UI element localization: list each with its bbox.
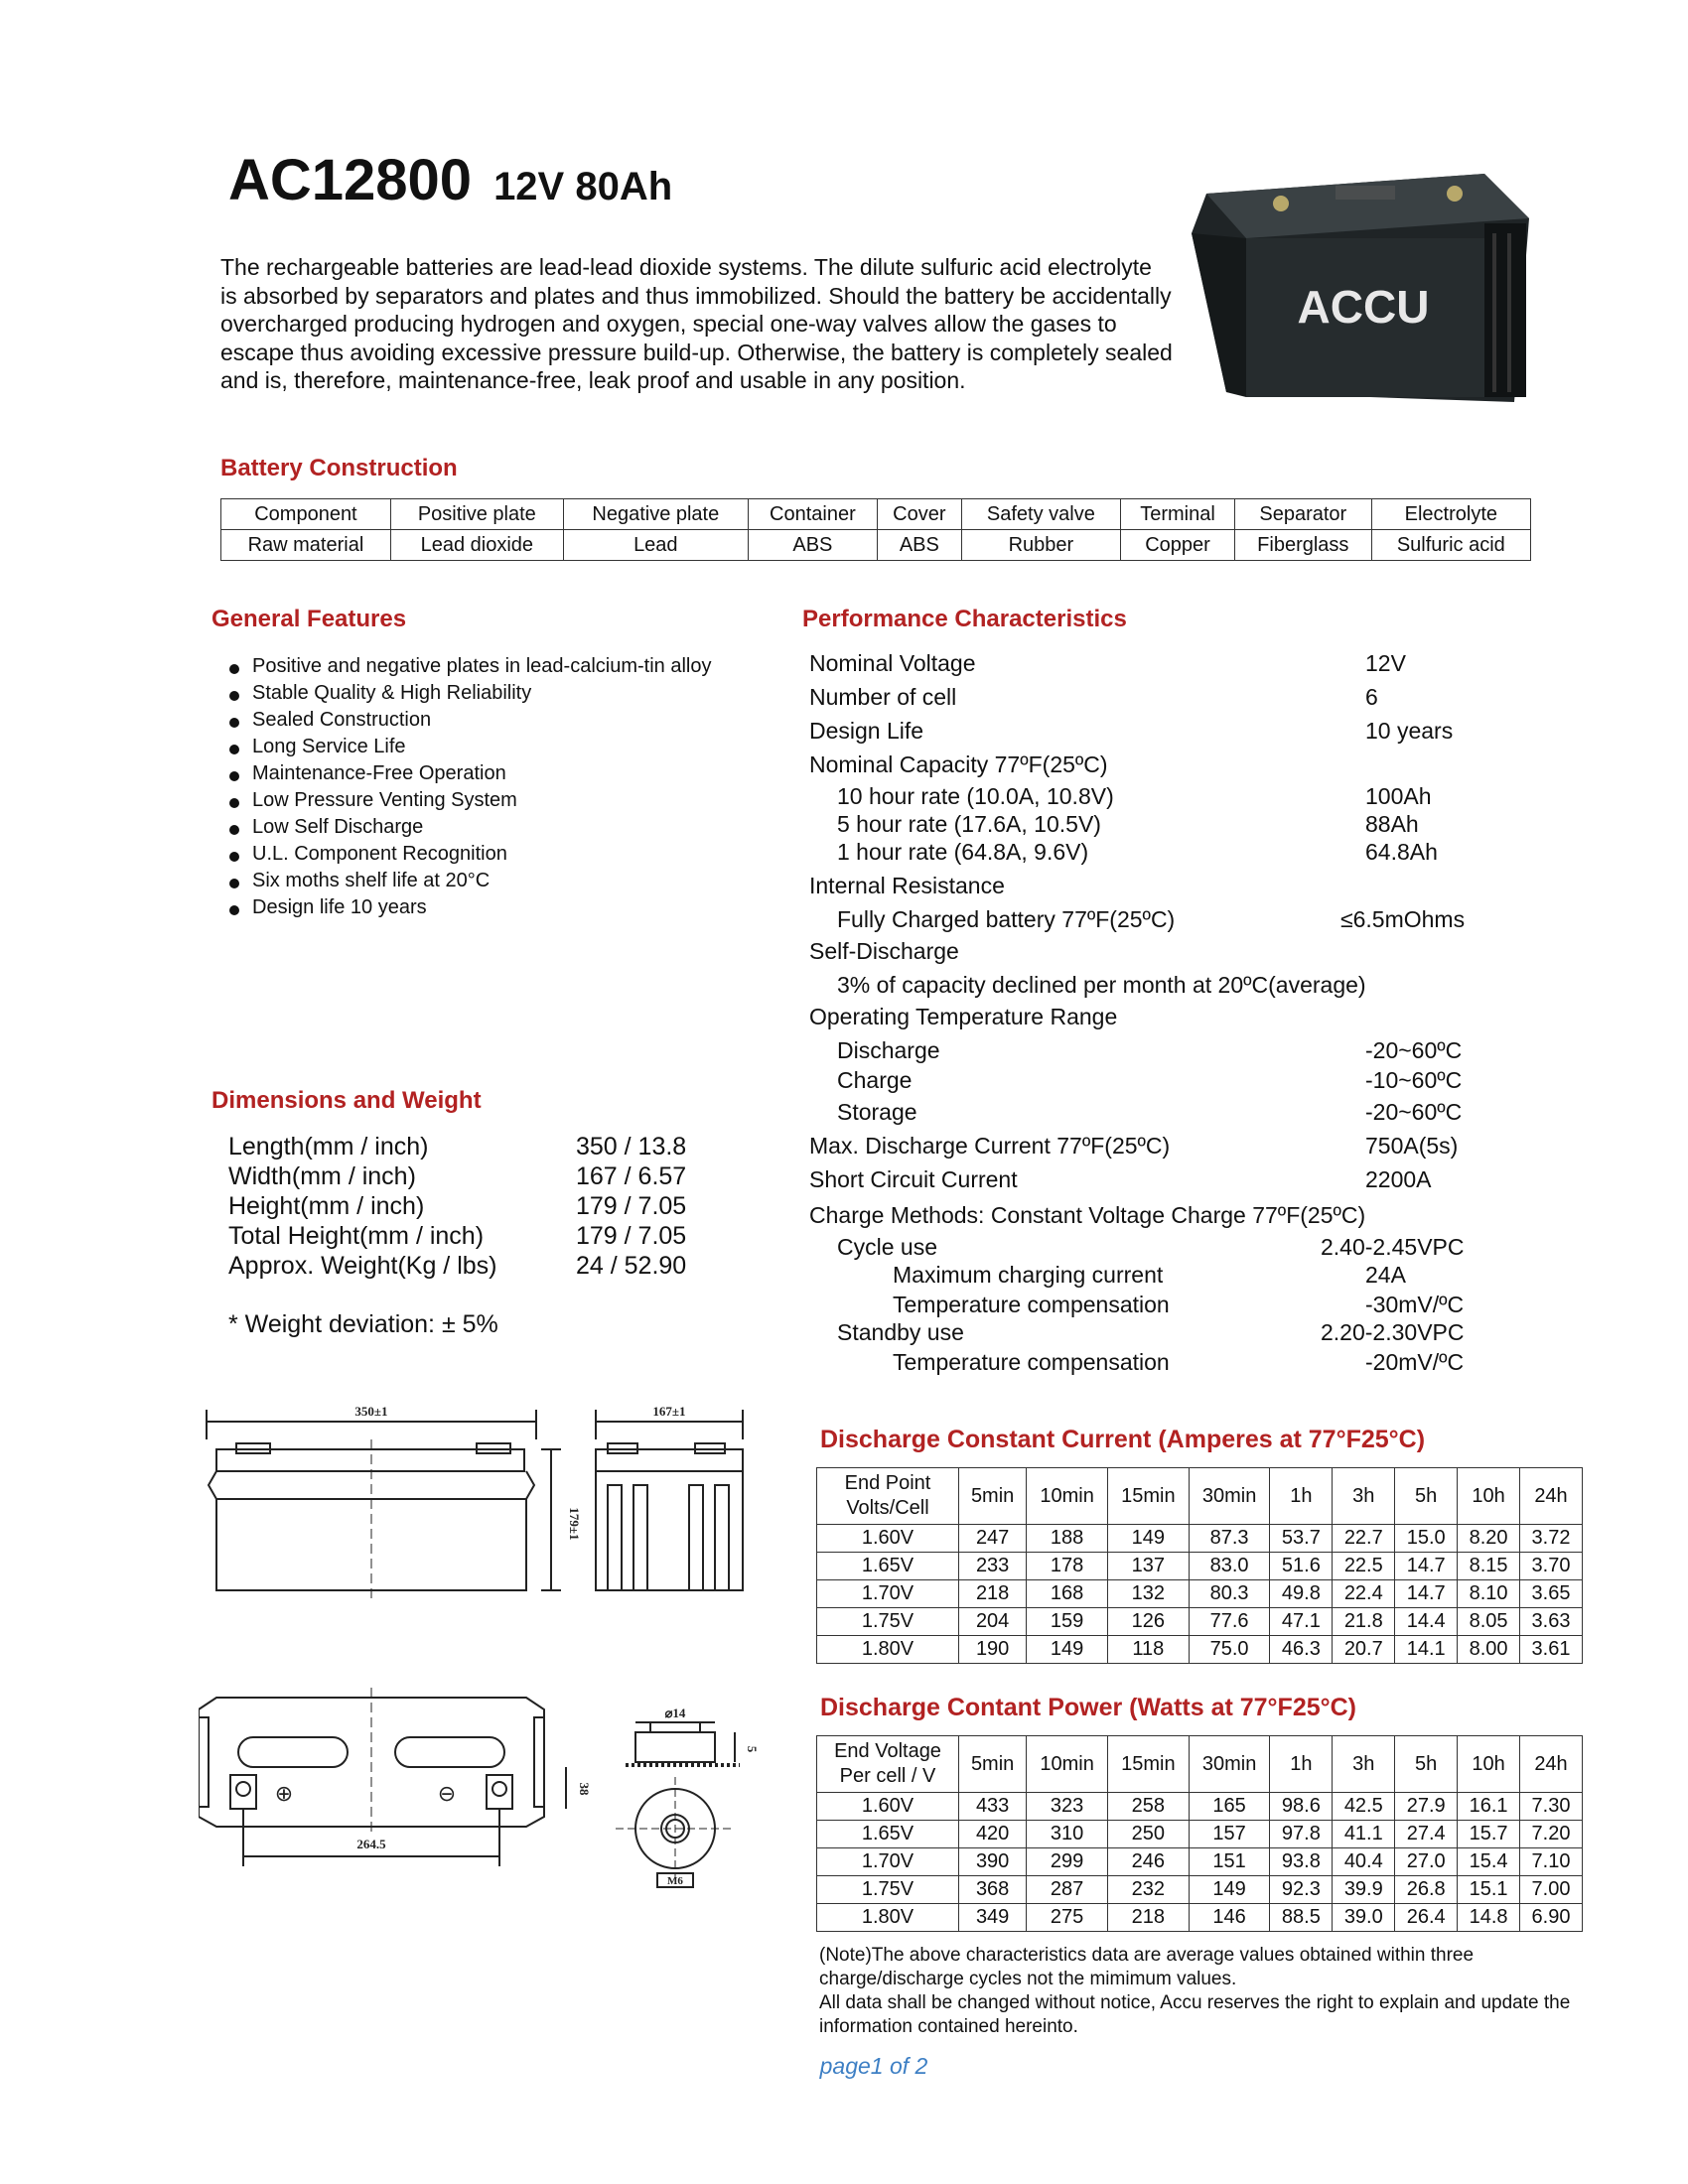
table-cell: 299 xyxy=(1027,1848,1108,1876)
table-cell: 39.9 xyxy=(1333,1876,1395,1904)
table-cell: 14.1 xyxy=(1395,1636,1458,1664)
feature-item: Low Pressure Venting System xyxy=(226,789,711,816)
table-cell: 98.6 xyxy=(1270,1793,1333,1821)
table-row xyxy=(817,1553,1583,1580)
table-cell: 21.8 xyxy=(1333,1608,1395,1636)
table-cell: 8.20 xyxy=(1458,1525,1520,1553)
header-line: End Voltage xyxy=(834,1740,941,1762)
table-header-cell: 5h xyxy=(1395,1468,1458,1525)
table-cell: 42.5 xyxy=(1333,1793,1395,1821)
dimension-label: Length(mm / inch) xyxy=(228,1133,429,1160)
negative-terminal-icon: ⊖ xyxy=(437,1781,457,1806)
table-cell: 15.7 xyxy=(1458,1821,1520,1848)
table-cell: 1.70V xyxy=(817,1848,959,1876)
terminal-offset-label: 38 xyxy=(577,1782,592,1796)
table-cell: 178 xyxy=(1027,1553,1108,1580)
table-cell: 49.8 xyxy=(1270,1580,1333,1608)
footnote xyxy=(819,1944,1574,2039)
table-cell: 287 xyxy=(1027,1876,1108,1904)
table-cell: 149 xyxy=(1027,1636,1108,1664)
table-cell: 1.65V xyxy=(817,1821,959,1848)
performance-label: Charge Methods: Constant Voltage Charge 77ºF(25ºC) xyxy=(809,1202,1366,1228)
performance-label: Cycle use xyxy=(837,1234,937,1260)
feature-item: Low Self Discharge xyxy=(226,816,711,843)
construction-cell: Terminal xyxy=(1121,499,1235,530)
performance-value: 2.20-2.30VPC xyxy=(1321,1319,1465,1345)
table-cell: 88.5 xyxy=(1270,1904,1333,1932)
table-header-cell xyxy=(817,1736,959,1793)
performance-value: 2200A xyxy=(1365,1166,1432,1192)
terminal-diameter-label: ⌀14 xyxy=(664,1706,686,1720)
dimension-label: Approx. Weight(Kg / lbs) xyxy=(228,1252,497,1280)
performance-value: 12V xyxy=(1365,650,1406,676)
current-table-title: Discharge Constant Current (Amperes at 77°F25°C) xyxy=(820,1426,1426,1453)
performance-label: Fully Charged battery 77ºF(25ºC) xyxy=(837,906,1176,932)
performance-value: 10 years xyxy=(1365,718,1454,744)
construction-material-row xyxy=(221,530,1531,561)
table-cell: 126 xyxy=(1107,1608,1189,1636)
table-cell: 77.6 xyxy=(1189,1608,1270,1636)
table-cell: 8.05 xyxy=(1458,1608,1520,1636)
table-cell: 275 xyxy=(1027,1904,1108,1932)
table-header-cell: 10min xyxy=(1027,1468,1108,1525)
performance-value: 100Ah xyxy=(1365,783,1432,809)
performance-label: Temperature compensation xyxy=(893,1292,1170,1317)
table-cell: 165 xyxy=(1189,1793,1270,1821)
performance-label: Design Life xyxy=(809,718,924,744)
construction-cell: Positive plate xyxy=(390,499,563,530)
table-row xyxy=(817,1876,1583,1904)
table-header-cell: 10h xyxy=(1458,1468,1520,1525)
table-cell: 1.80V xyxy=(817,1904,959,1932)
table-header-cell: 3h xyxy=(1333,1468,1395,1525)
table-row xyxy=(817,1904,1583,1932)
table-cell: 15.1 xyxy=(1458,1876,1520,1904)
table-cell: 80.3 xyxy=(1189,1580,1270,1608)
table-cell: 26.4 xyxy=(1395,1904,1458,1932)
performance-label: 10 hour rate (10.0A, 10.8V) xyxy=(837,783,1114,809)
table-cell: 14.8 xyxy=(1458,1904,1520,1932)
table-cell: 93.8 xyxy=(1270,1848,1333,1876)
dimension-value: 24 / 52.90 xyxy=(576,1252,687,1280)
page-indicator: page1 of 2 xyxy=(819,2053,928,2079)
performance-value: ≤6.5mOhms xyxy=(1340,906,1466,932)
terminal-height-label: 5 xyxy=(745,1745,760,1753)
footnote-line-2: All data shall be changed without notice, Accu reserves the right to explain and update the information contained hereinto. xyxy=(819,1992,1571,2037)
table-cell: 218 xyxy=(959,1580,1027,1608)
construction-cell: Safety valve xyxy=(961,499,1120,530)
table-cell: 233 xyxy=(959,1553,1027,1580)
dimension-row xyxy=(228,1251,686,1281)
header-line: Per cell / V xyxy=(839,1765,936,1787)
table-cell: 92.3 xyxy=(1270,1876,1333,1904)
table-header-cell xyxy=(817,1468,959,1525)
table-row xyxy=(817,1525,1583,1553)
table-cell: 27.9 xyxy=(1395,1793,1458,1821)
performance-label: Number of cell xyxy=(809,684,957,710)
front-width-label: 350±1 xyxy=(354,1404,388,1419)
table-cell: 149 xyxy=(1189,1876,1270,1904)
dimension-label: Total Height(mm / inch) xyxy=(228,1222,485,1250)
feature-item: Positive and negative plates in lead-calcium-tin alloy xyxy=(226,655,711,682)
feature-item: Six moths shelf life at 20°C xyxy=(226,870,711,896)
table-cell: 390 xyxy=(959,1848,1027,1876)
feature-item: Maintenance-Free Operation xyxy=(226,762,711,789)
performance-label: 3% of capacity declined per month at 20ºC(average) xyxy=(837,972,1366,998)
performance-value: -10~60ºC xyxy=(1365,1067,1463,1093)
construction-cell: Rubber xyxy=(961,530,1120,561)
dimension-row xyxy=(228,1161,686,1191)
dimensions-list xyxy=(228,1132,686,1281)
table-cell: 218 xyxy=(1107,1904,1189,1932)
positive-terminal-icon: ⊕ xyxy=(274,1781,294,1806)
table-header-cell: 5min xyxy=(959,1468,1027,1525)
table-cell: 22.5 xyxy=(1333,1553,1395,1580)
performance-label: Storage xyxy=(837,1099,917,1125)
table-row xyxy=(817,1821,1583,1848)
header-line: End Point xyxy=(844,1472,931,1494)
construction-cell: ABS xyxy=(748,530,877,561)
intro-paragraph: The rechargeable batteries are lead-lead dioxide systems. The dilute sulfuric acid electrolyte is absorbed by separators and plates and thus immobilized. Should the battery be accidentally overcharged producing hydrogen and oxygen, special one-way valves allow the gases to escape thus avoiding excessive pressure build-up. Otherwise, the battery is completely sealed and is, therefore, maintenance-free, leak proof and usable in any position. xyxy=(220,254,1173,393)
battery-photo xyxy=(1187,164,1534,412)
table-cell: 53.7 xyxy=(1270,1525,1333,1553)
table-cell: 87.3 xyxy=(1189,1525,1270,1553)
table-cell: 168 xyxy=(1027,1580,1108,1608)
table-row xyxy=(817,1580,1583,1608)
performance-label: Self-Discharge xyxy=(809,938,959,964)
performance-label: 5 hour rate (17.6A, 10.5V) xyxy=(837,811,1101,837)
performance-value: 6 xyxy=(1365,684,1378,710)
dimension-row xyxy=(228,1221,686,1251)
table-cell: 7.30 xyxy=(1520,1793,1583,1821)
table-cell: 46.3 xyxy=(1270,1636,1333,1664)
table-cell: 27.4 xyxy=(1395,1821,1458,1848)
dimension-row xyxy=(228,1132,686,1161)
performance-label: 1 hour rate (64.8A, 9.6V) xyxy=(837,839,1089,865)
table-header-cell: 5min xyxy=(959,1736,1027,1793)
table-cell: 3.65 xyxy=(1520,1580,1583,1608)
table-cell: 310 xyxy=(1027,1821,1108,1848)
table-header-cell: 30min xyxy=(1189,1468,1270,1525)
table-cell: 188 xyxy=(1027,1525,1108,1553)
construction-cell: Lead dioxide xyxy=(390,530,563,561)
performance-label: Discharge xyxy=(837,1037,940,1063)
table-cell: 204 xyxy=(959,1608,1027,1636)
current-table xyxy=(816,1467,1583,1664)
table-cell: 22.4 xyxy=(1333,1580,1395,1608)
table-cell: 258 xyxy=(1107,1793,1189,1821)
table-cell: 27.0 xyxy=(1395,1848,1458,1876)
dimension-drawing xyxy=(199,1400,794,1916)
table-cell: 368 xyxy=(959,1876,1027,1904)
feature-item: Stable Quality & High Reliability xyxy=(226,682,711,709)
battery-brand-label: ACCU xyxy=(1297,281,1430,333)
table-cell: 83.0 xyxy=(1189,1553,1270,1580)
table-cell: 14.7 xyxy=(1395,1580,1458,1608)
performance-value: 64.8Ah xyxy=(1365,839,1438,865)
table-cell: 247 xyxy=(959,1525,1027,1553)
table-cell: 75.0 xyxy=(1189,1636,1270,1664)
table-cell: 26.8 xyxy=(1395,1876,1458,1904)
table-cell: 1.60V xyxy=(817,1525,959,1553)
table-cell: 8.00 xyxy=(1458,1636,1520,1664)
dimension-label: Width(mm / inch) xyxy=(228,1162,416,1190)
feature-item: Design life 10 years xyxy=(226,896,711,923)
table-header-cell: 24h xyxy=(1520,1736,1583,1793)
dimension-label: Height(mm / inch) xyxy=(228,1192,425,1220)
table-header-row xyxy=(817,1468,1583,1525)
construction-table xyxy=(220,498,1531,561)
table-header-cell: 5h xyxy=(1395,1736,1458,1793)
table-cell: 151 xyxy=(1189,1848,1270,1876)
table-cell: 1.75V xyxy=(817,1876,959,1904)
table-cell: 7.20 xyxy=(1520,1821,1583,1848)
table-cell: 1.65V xyxy=(817,1553,959,1580)
performance-value: -20~60ºC xyxy=(1365,1099,1463,1125)
table-cell: 1.70V xyxy=(817,1580,959,1608)
performance-value: 88Ah xyxy=(1365,811,1419,837)
table-row xyxy=(817,1848,1583,1876)
features-list xyxy=(226,655,711,923)
bolt-label: M6 xyxy=(667,1875,683,1887)
table-cell: 39.0 xyxy=(1333,1904,1395,1932)
performance-value: 750A(5s) xyxy=(1365,1133,1459,1159)
table-cell: 433 xyxy=(959,1793,1027,1821)
dimension-value: 179 / 7.05 xyxy=(576,1222,687,1250)
table-cell: 246 xyxy=(1107,1848,1189,1876)
table-cell: 149 xyxy=(1107,1525,1189,1553)
construction-cell: Raw material xyxy=(221,530,391,561)
table-cell: 157 xyxy=(1189,1821,1270,1848)
feature-item: Sealed Construction xyxy=(226,709,711,736)
height-label: 179±1 xyxy=(567,1507,582,1541)
table-cell: 1.75V xyxy=(817,1608,959,1636)
table-cell: 3.63 xyxy=(1520,1608,1583,1636)
table-cell: 40.4 xyxy=(1333,1848,1395,1876)
table-cell: 47.1 xyxy=(1270,1608,1333,1636)
weight-note: * Weight deviation: ± 5% xyxy=(228,1310,498,1338)
construction-cell: Fiberglass xyxy=(1234,530,1371,561)
features-heading: General Features xyxy=(211,606,407,632)
table-cell: 250 xyxy=(1107,1821,1189,1848)
construction-cell: ABS xyxy=(877,530,961,561)
product-title xyxy=(228,147,672,213)
table-row xyxy=(817,1636,1583,1664)
performance-value: -20~60ºC xyxy=(1365,1037,1463,1063)
performance-label: Charge xyxy=(837,1067,913,1093)
table-cell: 3.70 xyxy=(1520,1553,1583,1580)
table-cell: 8.10 xyxy=(1458,1580,1520,1608)
table-cell: 97.8 xyxy=(1270,1821,1333,1848)
table-header-cell: 15min xyxy=(1107,1736,1189,1793)
performance-label: Nominal Capacity 77ºF(25ºC) xyxy=(809,751,1108,777)
dimension-value: 179 / 7.05 xyxy=(576,1192,687,1220)
model-number: AC12800 xyxy=(228,148,473,212)
footnote-line-1: (Note)The above characteristics data are average values obtained within three charge/discharge cycles not the mimimum values. xyxy=(819,1945,1475,1989)
construction-cell: Copper xyxy=(1121,530,1235,561)
construction-cell: Container xyxy=(748,499,877,530)
table-cell: 1.80V xyxy=(817,1636,959,1664)
table-cell: 7.00 xyxy=(1520,1876,1583,1904)
feature-item: Long Service Life xyxy=(226,736,711,762)
side-width-label: 167±1 xyxy=(652,1404,686,1419)
table-header-cell: 1h xyxy=(1270,1468,1333,1525)
construction-heading: Battery Construction xyxy=(220,455,458,481)
feature-item: U.L. Component Recognition xyxy=(226,843,711,870)
table-header-cell: 10h xyxy=(1458,1736,1520,1793)
power-table-title: Discharge Contant Power (Watts at 77°F25°C) xyxy=(820,1694,1357,1721)
performance-label: Internal Resistance xyxy=(809,873,1005,898)
table-cell: 3.61 xyxy=(1520,1636,1583,1664)
construction-cell: Component xyxy=(221,499,391,530)
dimension-row xyxy=(228,1191,686,1221)
table-cell: 232 xyxy=(1107,1876,1189,1904)
table-cell: 8.15 xyxy=(1458,1553,1520,1580)
table-cell: 137 xyxy=(1107,1553,1189,1580)
table-header-cell: 24h xyxy=(1520,1468,1583,1525)
performance-label: Nominal Voltage xyxy=(809,650,976,676)
construction-cell: Separator xyxy=(1234,499,1371,530)
construction-cell: Sulfuric acid xyxy=(1371,530,1530,561)
table-header-cell: 1h xyxy=(1270,1736,1333,1793)
dimensions-heading: Dimensions and Weight xyxy=(211,1087,482,1114)
table-cell: 16.1 xyxy=(1458,1793,1520,1821)
table-cell: 349 xyxy=(959,1904,1027,1932)
table-header-cell: 3h xyxy=(1333,1736,1395,1793)
table-cell: 15.0 xyxy=(1395,1525,1458,1553)
performance-label: Maximum charging current xyxy=(893,1262,1164,1288)
table-cell: 7.10 xyxy=(1520,1848,1583,1876)
power-table xyxy=(816,1735,1583,1932)
terminal-pitch-label: 264.5 xyxy=(356,1837,386,1851)
performance-label: Standby use xyxy=(837,1319,964,1345)
performance-value: -20mV/ºC xyxy=(1365,1349,1465,1375)
construction-cell: Lead xyxy=(563,530,748,561)
table-cell: 6.90 xyxy=(1520,1904,1583,1932)
table-cell: 20.7 xyxy=(1333,1636,1395,1664)
performance-label: Max. Discharge Current 77ºF(25ºC) xyxy=(809,1133,1171,1159)
construction-cell: Negative plate xyxy=(563,499,748,530)
performance-label: Short Circuit Current xyxy=(809,1166,1018,1192)
table-cell: 132 xyxy=(1107,1580,1189,1608)
performance-label: Operating Temperature Range xyxy=(809,1004,1118,1029)
table-header-cell: 30min xyxy=(1189,1736,1270,1793)
table-cell: 118 xyxy=(1107,1636,1189,1664)
table-cell: 22.7 xyxy=(1333,1525,1395,1553)
table-row xyxy=(817,1793,1583,1821)
table-header-row xyxy=(817,1736,1583,1793)
construction-cell: Cover xyxy=(877,499,961,530)
table-cell: 146 xyxy=(1189,1904,1270,1932)
table-cell: 1.60V xyxy=(817,1793,959,1821)
construction-cell: Electrolyte xyxy=(1371,499,1530,530)
model-spec: 12V 80Ah xyxy=(493,165,673,208)
table-header-cell: 10min xyxy=(1027,1736,1108,1793)
performance-heading: Performance Characteristics xyxy=(802,606,1127,632)
dimension-value: 350 / 13.8 xyxy=(576,1133,687,1160)
table-cell: 51.6 xyxy=(1270,1553,1333,1580)
header-line: Volts/Cell xyxy=(846,1497,929,1519)
table-cell: 3.72 xyxy=(1520,1525,1583,1553)
table-cell: 159 xyxy=(1027,1608,1108,1636)
performance-value: -30mV/ºC xyxy=(1365,1292,1465,1317)
table-cell: 14.4 xyxy=(1395,1608,1458,1636)
dimension-value: 167 / 6.57 xyxy=(576,1162,687,1190)
performance-value: 24A xyxy=(1365,1262,1406,1288)
table-cell: 420 xyxy=(959,1821,1027,1848)
table-cell: 15.4 xyxy=(1458,1848,1520,1876)
construction-header-row xyxy=(221,499,1531,530)
table-header-cell: 15min xyxy=(1107,1468,1189,1525)
performance-value: 2.40-2.45VPC xyxy=(1321,1234,1465,1260)
table-row xyxy=(817,1608,1583,1636)
table-cell: 323 xyxy=(1027,1793,1108,1821)
table-cell: 14.7 xyxy=(1395,1553,1458,1580)
table-cell: 41.1 xyxy=(1333,1821,1395,1848)
performance-label: Temperature compensation xyxy=(893,1349,1170,1375)
table-cell: 190 xyxy=(959,1636,1027,1664)
